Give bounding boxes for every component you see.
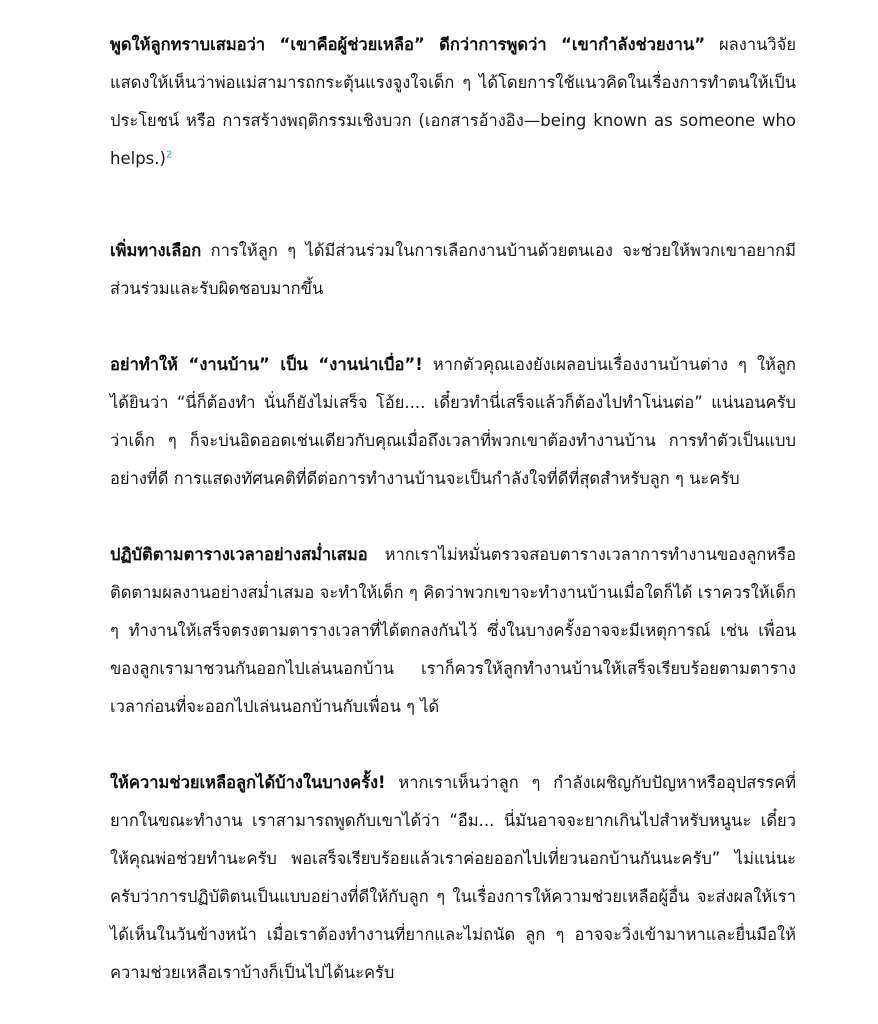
paragraph-text: หากเราเห็นว่าลูก ๆ กำลังเผชิญกับปัญหาหรืออุปสรรคที่ยากในขณะทำงาน เราสามารถพูดกับเขาได้ว่า “อืม... นี่มันอาจจะยากเกินไปสำหรับหนูนะ เดี๋ยวให้คุณพ่อช่วยทำนะครับ พอเสร็จเรียบร้อยแล้วเราค่อยออกไปเที่ยวนอกบ้านกันนะครับ” ไม่แน่นะครับว่าการปฏิบัติตนเป็นแบบอย่างที่ดีให้กับลูก ๆ ในเรื่องการให้ความช่วยเหลือผู้อื่น จะส่งผลให้เราได้เห็นในวันข้างหน้า เมื่อเราต้องทำงานที่ยากและไม่ถนัด ลูก ๆ อาจจะวิ่งเข้ามาหาและยื่นมือให้ความช่วยเหลือเราบ้างก็เป็นไปได้นะครับ <box>110 773 796 982</box>
paragraph-heading: ให้ความช่วยเหลือลูกได้บ้างในบางครั้ง! <box>110 773 386 792</box>
paragraph-add-choices <box>110 232 796 308</box>
paragraph-text: ผลงานวิจัยแสดงให้เห็นว่าพ่อแม่สามารถกระตุ้นแรงจูงใจเด็ก ๆ ได้โดยการใช้แนวคิดในเรื่องการทำตนให้เป็นประโยชน์ หรือ การสร้างพฤติกรรมเชิงบวก (เอกสารอ้างอิง—being known as someone who helps.) <box>110 35 796 168</box>
paragraph-help-sometimes <box>110 764 796 992</box>
paragraph-heading: อย่าทำให้ “งานบ้าน” เป็น “งานน่าเบื่อ”! <box>110 355 423 374</box>
paragraph-text: หากเราไม่หมั่นตรวจสอบตารางเวลาการทำงานของลูกหรือติดตามผลงานอย่างสม่ำเสมอ จะทำให้เด็ก ๆ คิดว่าพวกเขาจะทำงานบ้านเมื่อใดก็ได้ เราควรให้เด็ก ๆ ทำงานให้เสร็จตรงตามตารางเวลาที่ได้ตกลงกันไว้ ซึ่งในบางครั้งอาจจะมีเหตุการณ์ เช่น เพื่อนของลูกเรามาชวนกันออกไปเล่นนอกบ้าน เราก็ควรให้ลูกทำงานบ้านให้เสร็จเรียบร้อยตามตารางเวลาก่อนที่จะออกไปเล่นนอกบ้านกับเพื่อน ๆ ได้ <box>110 545 796 716</box>
citation-link[interactable]: 2 <box>165 149 173 161</box>
paragraph-text: หากตัวคุณเองยังเผลอบ่นเรื่องงานบ้านต่าง ๆ ให้ลูกได้ยินว่า “นี่ก็ต้องทำ นั่นก็ยังไม่เสร็จ โอ้ย.... เดี๋ยวทำนี่เสร็จแล้วก็ต้องไปทำโน่นต่อ” แน่นอนครับว่าเด็ก ๆ ก็จะบ่นอิดออดเช่นเดียวกับคุณเมื่อถึงเวลาที่พวกเขาต้องทำงานบ้าน การทำตัวเป็นแบบอย่างที่ดี การแสดงทัศนคติที่ดีต่อการทำงานบ้านจะเป็นกำลังใจที่ดีที่สุดสำหรับลูก ๆ นะครับ <box>110 355 796 488</box>
paragraph-text: การให้ลูก ๆ ได้มีส่วนร่วมในการเลือกงานบ้านด้วยตนเอง จะช่วยให้พวกเขาอยากมีส่วนร่วมและรับผิดชอบมากขึ้น <box>110 241 796 298</box>
paragraph-heading: พูดให้ลูกทราบเสมอว่า “เขาคือผู้ช่วยเหลือ” ดีกว่าการพูดว่า “เขากำลังช่วยงาน” <box>110 35 706 54</box>
article-body <box>110 26 796 992</box>
paragraph-heading: เพิ่มทางเลือก <box>110 241 202 260</box>
paragraph-heading: ปฏิบัติตามตารางเวลาอย่างสม่ำเสมอ <box>110 545 368 564</box>
paragraph-helper-identity <box>110 26 796 178</box>
paragraph-not-boring <box>110 346 796 498</box>
paragraph-schedule <box>110 536 796 726</box>
